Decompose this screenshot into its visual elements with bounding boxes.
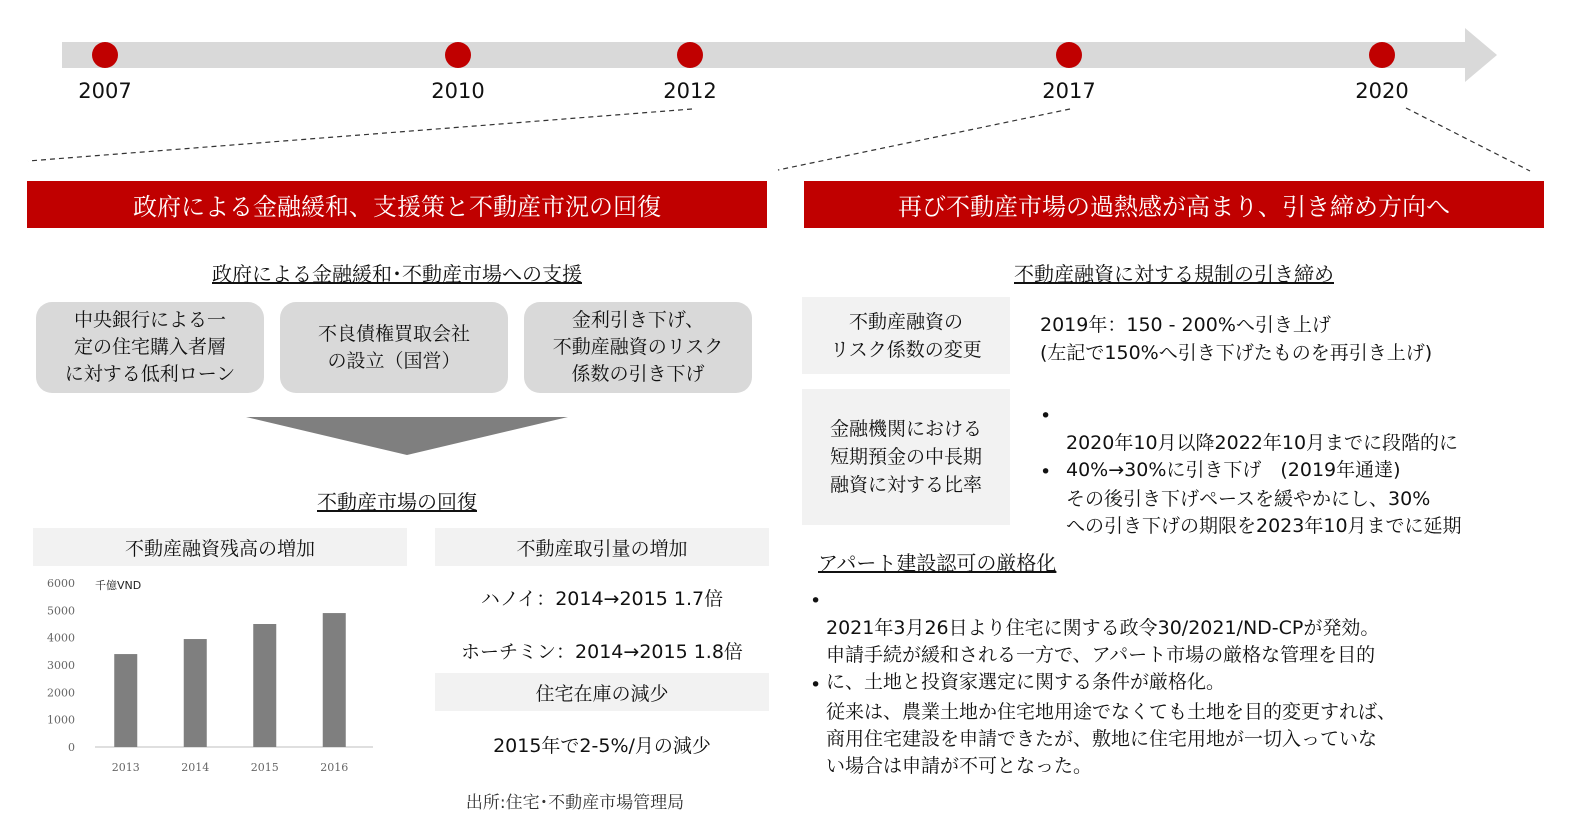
bullet-icon: •: [1040, 405, 1052, 427]
apartment-bullet-2: [810, 672, 1546, 780]
timeline-dot-2010: [445, 42, 471, 68]
recovery-title: 不動産市場の回復: [317, 490, 477, 514]
inventory-heading: 住宅在庫の減少: [435, 673, 769, 711]
deposit-ratio-bullet-2: [1040, 459, 1566, 540]
timeline-dot-2017: [1056, 42, 1082, 68]
chart-xtick-2015: 2015: [250, 761, 279, 774]
timeline-year-2007: 2007: [78, 79, 132, 103]
chart-bar-2016: [323, 613, 346, 747]
bullet-text: 2020年10月以降2022年10月までに段階的に 40%→30%に引き下げ (2019年通達): [1066, 432, 1459, 481]
apartment-title: アパート建設認可の厳格化: [818, 551, 1057, 575]
chart-bar-2015: [253, 624, 276, 747]
pill-low-rate-loan: 中央銀行による一 定の住宅購入者層 に対する低利ローン: [36, 302, 264, 393]
risk-coefficient-label: 不動産融資の リスク係数の変更: [802, 297, 1010, 374]
chart-ytick-5: 1000: [47, 713, 75, 727]
support-title: 政府による金融緩和･不動産市場への支援: [212, 262, 582, 286]
chart-xtick-2014: 2014: [181, 761, 210, 774]
chart-ytick-1: 5000: [47, 604, 75, 618]
timeline-dot-2007: [92, 42, 118, 68]
chart-ytick-0: 6000: [47, 577, 75, 590]
bullet-text: その後引き下げペースを緩やかにし、30% への引き下げの期限を2023年10月までに延期: [1066, 488, 1462, 537]
regulation-title: 不動産融資に対する規制の引き締め: [1014, 262, 1334, 286]
bullet-text: 従来は、農業土地か住宅地用途でなくても土地を目的変更すれば、 商用住宅建設を申請できたが、敷地に住宅用地が一切入っていな い場合は申請が不可となった。: [826, 701, 1397, 777]
bullet-icon: •: [810, 674, 822, 696]
zoom-line-left: [28, 109, 692, 161]
deposit-ratio-label: 金融機関における 短期預金の中長期 融資に対する比率: [802, 389, 1010, 525]
timeline-year-2017: 2017: [1042, 79, 1096, 103]
chart-bar-2013: [114, 654, 137, 747]
chart-heading: 不動産融資残高の増加: [33, 528, 407, 566]
risk-coefficient-text: 2019年：150 - 200%へ引き上げ (左記で150%へ引き下げたものを再引き上げ): [1040, 314, 1433, 364]
volume-hcmc: ホーチミン：2014→2015 1.8倍: [461, 641, 743, 663]
timeline-year-2020: 2020: [1355, 79, 1409, 103]
zoom-line-mid: [778, 109, 1070, 170]
zoom-line-right: [1406, 108, 1530, 171]
chart-ytick-4: 2000: [47, 686, 75, 700]
bullet-text: 2021年3月26日より住宅に関する政令30/2021/ND-CPが発効。 申請手続が緩和される一方で、アパート市場の厳格な管理を目的 に、土地と投資家選定に関する条件が厳格化。: [826, 617, 1380, 693]
inventory-text: 2015年で2-5%/月の減少: [493, 735, 711, 757]
down-arrow-icon: [246, 417, 568, 457]
chart-ylabel: 千億VND: [95, 579, 142, 592]
chart-bar-2014: [184, 639, 207, 747]
chart-xtick-2013: 2013: [111, 761, 140, 774]
bullet-icon: •: [1040, 461, 1052, 483]
timeline-dot-2012: [677, 42, 703, 68]
chart-ytick-6: 0: [68, 741, 75, 754]
chart-ytick-3: 3000: [47, 659, 75, 672]
pill-bad-debt-company: 不良債権買取会社 の設立（国営）: [280, 302, 508, 393]
chart-xtick-2016: 2016: [320, 761, 349, 774]
bullet-icon: •: [810, 590, 822, 612]
timeline-arrow: [62, 28, 1497, 82]
pill-rate-cut: 金利引き下げ、 不動産融資のリスク 係数の引き下げ: [524, 302, 752, 393]
volume-heading: 不動産取引量の増加: [435, 528, 769, 566]
timeline-year-2012: 2012: [663, 79, 717, 103]
loan-balance-chart: [33, 570, 407, 780]
source-note: 出所:住宅･不動産市場管理局: [465, 793, 685, 813]
chart-ytick-2: 4000: [47, 631, 75, 645]
timeline-dot-2020: [1369, 42, 1395, 68]
volume-hanoi: ハノイ：2014→2015 1.7倍: [480, 588, 724, 610]
timeline-year-2010: 2010: [431, 79, 485, 103]
left-banner: 政府による金融緩和、支援策と不動産市況の回復: [27, 181, 767, 228]
right-banner: 再び不動産市場の過熱感が高まり、引き締め方向へ: [804, 181, 1544, 228]
